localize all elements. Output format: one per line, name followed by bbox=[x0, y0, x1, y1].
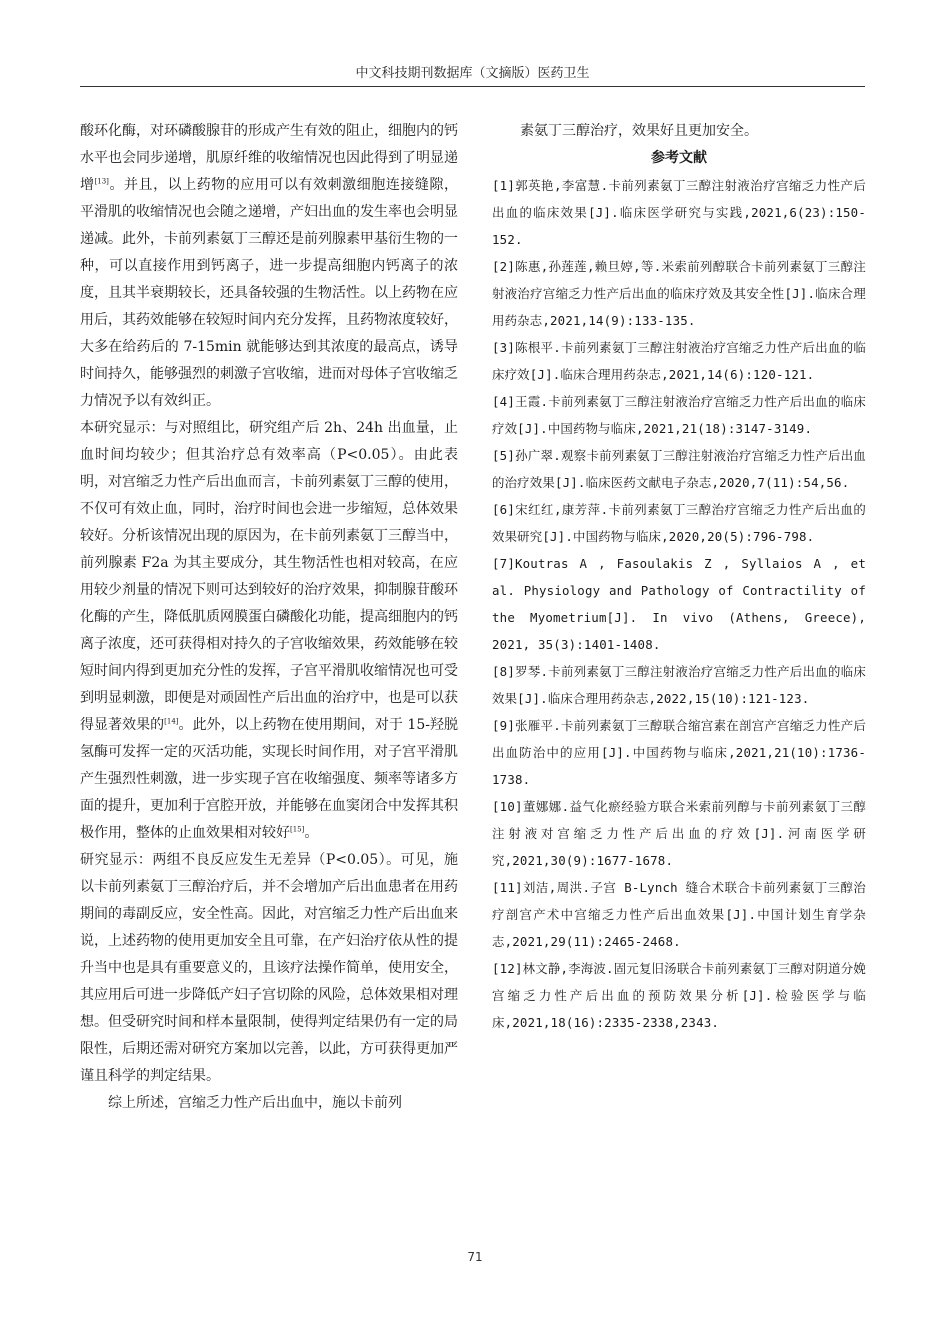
paragraph-3: 研究显示：两组不良反应发生无差异（P<0.05）。可见，施以卡前列素氨丁三醇治疗后，并不会增加产后出血患者在用药期间的毒副反应，安全性高。因此，对宫缩乏力性产后出血来说，上述药物的使用更加安全且可靠，在产妇治疗依从性的提升当中也是具有重要意义的，且该疗法操作简单，使用安全，其应用后可进一步降低产妇子宫切除的风险，总体效果相对理想。但受研究时间和样本量限制，使得判定结果仍有一定的局限性，后期还需对研究方案加以完善，以此，方可获得更加严谨且科学的判定结果。 bbox=[80, 852, 458, 1084]
paragraph-1-text-b: 。并且，以上药物的应用可以有效刺激细胞连接缝隙，平滑肌的收缩情况也会随之递增，产妇出血的发生率也会明显递减。此外，卡前列素氨丁三醇还是前列腺素甲基衍生物的一种，可以直接作用到钙离子，进一步提高细胞内钙离子的浓度，且其半衰期较长，还具备较强的生物活性。以上药物在应用后，其药效能够在较短时间内充分发挥，且药物浓度较好，大多在给药后的 7-15min 就能够达到其浓度的最高点，诱导时间持久，能够强烈的刺激子宫收缩，进而对母体子宫收缩乏力情况予以有效纠正。 bbox=[80, 177, 459, 409]
reference-item-11: [11]刘洁,周洪.子宫 B-Lynch 缝合术联合卡前列素氨丁三醇治疗剖宫产术中宫缩乏力性产后出血效果[J].中国计划生育学杂志,2021,29(11):2465-2468. bbox=[492, 880, 866, 949]
paragraph-1 bbox=[80, 118, 458, 415]
reference-item-12: [12]林文静,李海波.固元复旧汤联合卡前列素氨丁三醇对阴道分娩宫缩乏力性产后出血的预防效果分析[J].检验医学与临床,2021,18(16):2335-2338,2343. bbox=[492, 961, 866, 1030]
references-title: 参考文献 bbox=[651, 150, 707, 166]
paragraph-2-text-b: 。此外，以上药物在使用期间，对于 15-羟脱氢酶可发挥一定的灭活功能，实现长时间作用，对子宫平滑肌产生强烈性刺激，进一步实现子宫在收缩强度、频率等诸多方面的提升，更加利于宫腔开放，并能够在血窦闭合中发挥其积极作用，整体的止血效果相对较好 bbox=[80, 717, 459, 841]
reference-item-9: [9]张雁平.卡前列素氨丁三醇联合缩宫素在剖宫产宫缩乏力性产后出血防治中的应用[J].中国药物与临床,2021,21(10):1736-1738. bbox=[492, 718, 866, 787]
reference-item-3: [3]陈根平.卡前列素氨丁三醇注射液治疗宫缩乏力性产后出血的临床疗效[J].临床合理用药杂志,2021,14(6):120-121. bbox=[492, 340, 866, 382]
left-column bbox=[80, 118, 458, 1117]
journal-title: 中文科技期刊数据库（文摘版）医药卫生 bbox=[355, 66, 590, 81]
conclusion-continuation: 素氨丁三醇治疗，效果好且更加安全。 bbox=[520, 123, 758, 139]
paragraph-1-text-a: 酸环化酶，对环磷酸腺苷的形成产生有效的阻止，细胞内的钙水平也会同步递增，肌原纤维的收缩情况也因此得到了明显递增 bbox=[80, 123, 458, 193]
reference-list bbox=[492, 172, 866, 1036]
reference-item-5: [5]孙广翠.观察卡前列素氨丁三醇注射液治疗宫缩乏力性产后出血的治疗效果[J].临床医药文献电子杂志,2020,7(11):54,56. bbox=[492, 448, 866, 490]
reference-item-10: [10]董娜娜.益气化瘀经验方联合米索前列醇与卡前列素氨丁三醇注射液对宫缩乏力性产后出血的疗效[J].河南医学研究,2021,30(9):1677-1678. bbox=[492, 799, 866, 868]
paragraph-2 bbox=[80, 415, 458, 847]
journal-header bbox=[80, 62, 865, 87]
reference-item-4: [4]王霞.卡前列素氨丁三醇注射液治疗宫缩乏力性产后出血的临床疗效[J].中国药物与临床,2021,21(18):3147-3149. bbox=[492, 394, 866, 436]
paragraph-2-text-a: 本研究显示：与对照组比，研究组产后 2h、24h 出血量，止血时间均较少；但其治疗总有效率高（P<0.05）。由此表明，对宫缩乏力性产后出血而言，卡前列素氨丁三醇的使用，不仅可有效止血，同时，治疗时间也会进一步缩短，总体效果较好。分析该情况出现的原因为，在卡前列素氨丁三醇当中，前列腺素 F2a 为其主要成分，其生物活性也相对较高，在应用较少剂量的情况下则可达到较好的治疗效果，抑制腺苷酸环化酶的产生，降低肌质网膜蛋白磷酸化功能，提高细胞内的钙离子浓度，还可获得相对持久的子宫收缩效果，药效能够在较短时间内得到更加充分性的发挥，子宫平滑肌收缩情况也可受到明显刺激，即便是对顽固性产后出血的治疗中，也是可以获得显著效果的 bbox=[80, 420, 458, 733]
page-number: 71 bbox=[467, 1250, 483, 1264]
paragraph-2-text-c: 。 bbox=[304, 825, 319, 841]
right-column bbox=[492, 118, 866, 1036]
paragraph-4: 综上所述，宫缩乏力性产后出血中，施以卡前列 bbox=[108, 1095, 402, 1111]
reference-item-1: [1]郭英艳,李富慧.卡前列素氨丁三醇注射液治疗宫缩乏力性产后出血的临床效果[J].临床医学研究与实践,2021,6(23):150-152. bbox=[492, 178, 866, 247]
reference-item-8: [8]罗琴.卡前列素氨丁三醇注射液治疗宫缩乏力性产后出血的临床效果[J].临床合理用药杂志,2022,15(10):121-123. bbox=[492, 664, 866, 706]
reference-item-6: [6]宋红红,康芳萍.卡前列素氨丁三醇治疗宫缩乏力性产后出血的效果研究[J].中国药物与临床,2020,20(5):796-798. bbox=[492, 502, 866, 544]
citation-15: [15] bbox=[290, 825, 305, 834]
reference-item-7: [7]Koutras A , Fasoulakis Z , Syllaios A , et al. Physiology and Pathology of Contractility of the Myometrium[J]. In vivo (Athens, Greece), 2021, 35(3):1401-1408. bbox=[492, 556, 866, 652]
citation-13: [13] bbox=[94, 177, 109, 186]
reference-item-2: [2]陈惠,孙莲莲,赖旦婷,等.米索前列醇联合卡前列素氨丁三醇注射液治疗宫缩乏力性产后出血的临床疗效及其安全性[J].临床合理用药杂志,2021,14(9):133-135. bbox=[492, 259, 866, 328]
citation-14: [14] bbox=[164, 717, 179, 726]
